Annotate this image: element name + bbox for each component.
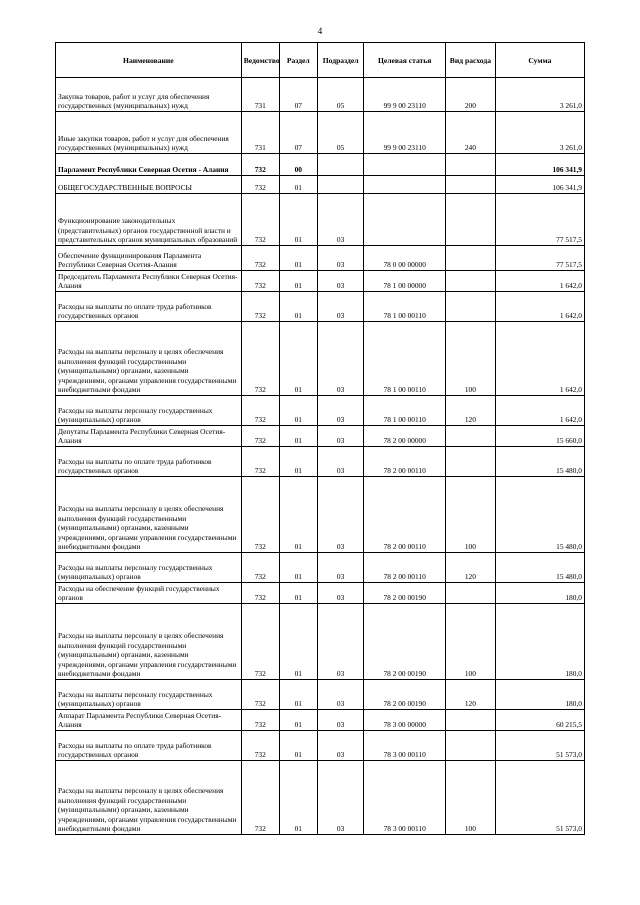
cell-target: 78 3 00 00000	[364, 710, 445, 731]
table-row	[56, 154, 585, 176]
cell-vid	[445, 271, 495, 292]
cell-vid	[445, 194, 495, 246]
cell-podrazdel: 05	[317, 78, 364, 112]
cell-sum: 180,0	[495, 680, 584, 710]
cell-vid	[445, 176, 495, 194]
cell-vid: 120	[445, 396, 495, 426]
table-row	[56, 322, 585, 396]
cell-vid	[445, 154, 495, 176]
cell-vid: 120	[445, 553, 495, 583]
cell-target: 78 2 00 00190	[364, 604, 445, 680]
cell-razdel: 01	[279, 194, 317, 246]
cell-razdel: 07	[279, 78, 317, 112]
cell-name: Аппарат Парламента Республики Северная Осетия-Алания	[56, 710, 242, 731]
cell-target: 78 1 00 00110	[364, 292, 445, 322]
cell-razdel: 01	[279, 477, 317, 553]
cell-podrazdel: 03	[317, 583, 364, 604]
cell-razdel: 01	[279, 322, 317, 396]
cell-sum: 180,0	[495, 583, 584, 604]
cell-sum: 1 642,0	[495, 292, 584, 322]
cell-vedomstvo: 732	[241, 477, 279, 553]
table-row	[56, 553, 585, 583]
cell-vid	[445, 246, 495, 271]
cell-target: 78 3 00 00110	[364, 761, 445, 835]
cell-sum: 77 517,5	[495, 194, 584, 246]
cell-vedomstvo: 732	[241, 396, 279, 426]
table-row	[56, 477, 585, 553]
col-header-vedomstvo: Ведомство	[241, 43, 279, 78]
col-header-sum: Сумма	[495, 43, 584, 78]
cell-target: 78 2 00 00000	[364, 426, 445, 447]
cell-razdel: 01	[279, 292, 317, 322]
cell-vedomstvo: 732	[241, 154, 279, 176]
table-row	[56, 176, 585, 194]
cell-name: Расходы на выплаты персоналу государственных (муниципальных) органов	[56, 553, 242, 583]
cell-name: Расходы на выплаты по оплате труда работников государственных органов	[56, 731, 242, 761]
cell-sum: 15 660,0	[495, 426, 584, 447]
table-row	[56, 292, 585, 322]
cell-razdel: 01	[279, 271, 317, 292]
cell-podrazdel: 03	[317, 710, 364, 731]
table-header-row	[56, 43, 585, 78]
table-row	[56, 194, 585, 246]
cell-vedomstvo: 732	[241, 604, 279, 680]
cell-razdel: 01	[279, 604, 317, 680]
table-row	[56, 447, 585, 477]
table-row	[56, 680, 585, 710]
cell-vid: 100	[445, 322, 495, 396]
cell-sum: 106 341,9	[495, 154, 584, 176]
cell-vedomstvo: 732	[241, 583, 279, 604]
cell-vedomstvo: 732	[241, 447, 279, 477]
cell-target: 78 2 00 00190	[364, 583, 445, 604]
cell-sum: 51 573,0	[495, 761, 584, 835]
col-header-name: Наименование	[56, 43, 242, 78]
cell-vedomstvo: 732	[241, 271, 279, 292]
cell-sum: 106 341,9	[495, 176, 584, 194]
table-row	[56, 583, 585, 604]
table-row	[56, 426, 585, 447]
col-header-target: Целевая статья	[364, 43, 445, 78]
cell-vedomstvo: 732	[241, 710, 279, 731]
cell-target: 78 0 00 00000	[364, 246, 445, 271]
cell-vedomstvo: 732	[241, 194, 279, 246]
cell-podrazdel: 03	[317, 396, 364, 426]
cell-sum: 15 480,0	[495, 477, 584, 553]
cell-vedomstvo: 732	[241, 761, 279, 835]
cell-sum: 3 261,0	[495, 112, 584, 154]
cell-sum: 51 573,0	[495, 731, 584, 761]
cell-sum: 3 261,0	[495, 78, 584, 112]
cell-vedomstvo: 732	[241, 553, 279, 583]
col-header-razdel: Раздел	[279, 43, 317, 78]
cell-name: Расходы на выплаты по оплате труда работников государственных органов	[56, 292, 242, 322]
cell-vid	[445, 447, 495, 477]
col-header-podrazdel: Подраздел	[317, 43, 364, 78]
table-row	[56, 731, 585, 761]
cell-target: 78 2 00 00110	[364, 553, 445, 583]
cell-target: 78 1 00 00000	[364, 271, 445, 292]
cell-sum: 1 642,0	[495, 271, 584, 292]
cell-vedomstvo: 732	[241, 176, 279, 194]
cell-target: 78 2 00 00110	[364, 477, 445, 553]
cell-sum: 60 215,5	[495, 710, 584, 731]
cell-podrazdel: 03	[317, 731, 364, 761]
cell-podrazdel: 03	[317, 761, 364, 835]
cell-vid: 120	[445, 680, 495, 710]
cell-name: Обеспечение функционирования Парламента Республики Северная Осетия-Алания	[56, 246, 242, 271]
cell-sum: 1 642,0	[495, 322, 584, 396]
cell-vedomstvo: 732	[241, 246, 279, 271]
cell-vedomstvo: 732	[241, 292, 279, 322]
cell-podrazdel: 03	[317, 604, 364, 680]
table-row	[56, 710, 585, 731]
cell-razdel: 00	[279, 154, 317, 176]
cell-name: Функционирование законодательных (представительных) органов государственной власти и представительных органов муниципальных образований	[56, 194, 242, 246]
cell-name: Иные закупки товаров, работ и услуг для обеспечения государственных (муниципальных) нужд	[56, 112, 242, 154]
cell-sum: 180,0	[495, 604, 584, 680]
cell-razdel: 01	[279, 553, 317, 583]
cell-razdel: 01	[279, 396, 317, 426]
cell-podrazdel: 03	[317, 553, 364, 583]
cell-target: 99 9 00 23110	[364, 78, 445, 112]
cell-vid	[445, 583, 495, 604]
cell-sum: 15 480,0	[495, 447, 584, 477]
cell-name: Расходы на выплаты по оплате труда работников государственных органов	[56, 447, 242, 477]
cell-vedomstvo: 732	[241, 322, 279, 396]
cell-podrazdel: 03	[317, 426, 364, 447]
cell-sum: 1 642,0	[495, 396, 584, 426]
cell-vedomstvo: 732	[241, 426, 279, 447]
cell-name: Закупка товаров, работ и услуг для обеспечения государственных (муниципальных) нужд	[56, 78, 242, 112]
cell-target: 78 1 00 00110	[364, 322, 445, 396]
cell-name: Расходы на выплаты персоналу в целях обеспечения выполнения функций государственными (муниципальными) органами, казенными учреждениями, органами управления государственными внебюджетными фондами	[56, 322, 242, 396]
cell-podrazdel: 03	[317, 194, 364, 246]
cell-target: 78 2 00 00110	[364, 447, 445, 477]
cell-razdel: 01	[279, 761, 317, 835]
cell-podrazdel: 03	[317, 322, 364, 396]
cell-podrazdel: 03	[317, 292, 364, 322]
cell-vedomstvo: 732	[241, 731, 279, 761]
cell-name: Расходы на выплаты персоналу государственных (муниципальных) органов	[56, 680, 242, 710]
cell-vid	[445, 731, 495, 761]
cell-name: Расходы на выплаты персоналу государственных (муниципальных) органов	[56, 396, 242, 426]
cell-podrazdel: 03	[317, 477, 364, 553]
cell-razdel: 07	[279, 112, 317, 154]
cell-vedomstvo: 731	[241, 112, 279, 154]
cell-razdel: 01	[279, 246, 317, 271]
cell-name: ОБЩЕГОСУДАРСТВЕННЫЕ ВОПРОСЫ	[56, 176, 242, 194]
cell-vid: 100	[445, 604, 495, 680]
cell-name: Депутаты Парламента Республики Северная Осетия-Алания	[56, 426, 242, 447]
cell-target: 78 3 00 00110	[364, 731, 445, 761]
cell-target	[364, 194, 445, 246]
cell-vid: 200	[445, 78, 495, 112]
cell-razdel: 01	[279, 426, 317, 447]
cell-razdel: 01	[279, 731, 317, 761]
cell-vid: 100	[445, 477, 495, 553]
cell-vid: 100	[445, 761, 495, 835]
cell-target: 78 1 00 00110	[364, 396, 445, 426]
cell-target: 78 2 00 00190	[364, 680, 445, 710]
cell-name: Расходы на обеспечение функций государственных органов	[56, 583, 242, 604]
cell-podrazdel: 03	[317, 680, 364, 710]
cell-podrazdel: 03	[317, 246, 364, 271]
table-row	[56, 246, 585, 271]
page-number: 4	[317, 26, 323, 36]
table-row	[56, 78, 585, 112]
cell-vid	[445, 292, 495, 322]
table-row	[56, 112, 585, 154]
cell-podrazdel	[317, 176, 364, 194]
cell-target	[364, 154, 445, 176]
cell-podrazdel	[317, 154, 364, 176]
table-row	[56, 604, 585, 680]
cell-vedomstvo: 732	[241, 680, 279, 710]
cell-name: Парламент Республики Северная Осетия - Алания	[56, 154, 242, 176]
table-row	[56, 271, 585, 292]
table-body	[56, 78, 585, 835]
cell-podrazdel: 03	[317, 271, 364, 292]
cell-name: Председатель Парламента Республики Северная Осетия-Алания	[56, 271, 242, 292]
cell-name: Расходы на выплаты персоналу в целях обеспечения выполнения функций государственными (муниципальными) органами, казенными учреждениями, органами управления государственными внебюджетными фондами	[56, 604, 242, 680]
cell-vid	[445, 426, 495, 447]
table-row	[56, 396, 585, 426]
cell-sum: 77 517,5	[495, 246, 584, 271]
cell-podrazdel: 05	[317, 112, 364, 154]
cell-razdel: 01	[279, 710, 317, 731]
cell-target	[364, 176, 445, 194]
cell-razdel: 01	[279, 447, 317, 477]
budget-table	[55, 42, 585, 835]
cell-target: 99 9 00 23110	[364, 112, 445, 154]
table-row	[56, 761, 585, 835]
cell-razdel: 01	[279, 680, 317, 710]
cell-vid: 240	[445, 112, 495, 154]
cell-vid	[445, 710, 495, 731]
cell-name: Расходы на выплаты персоналу в целях обеспечения выполнения функций государственными (муниципальными) органами, казенными учреждениями, органами управления государственными внебюджетными фондами	[56, 477, 242, 553]
cell-name: Расходы на выплаты персоналу в целях обеспечения выполнения функций государственными (муниципальными) органами, казенными учреждениями, органами управления государственными внебюджетными фондами	[56, 761, 242, 835]
cell-podrazdel: 03	[317, 447, 364, 477]
cell-vedomstvo: 731	[241, 78, 279, 112]
col-header-vid: Вид расхода	[445, 43, 495, 78]
cell-razdel: 01	[279, 176, 317, 194]
cell-razdel: 01	[279, 583, 317, 604]
cell-sum: 15 480,0	[495, 553, 584, 583]
